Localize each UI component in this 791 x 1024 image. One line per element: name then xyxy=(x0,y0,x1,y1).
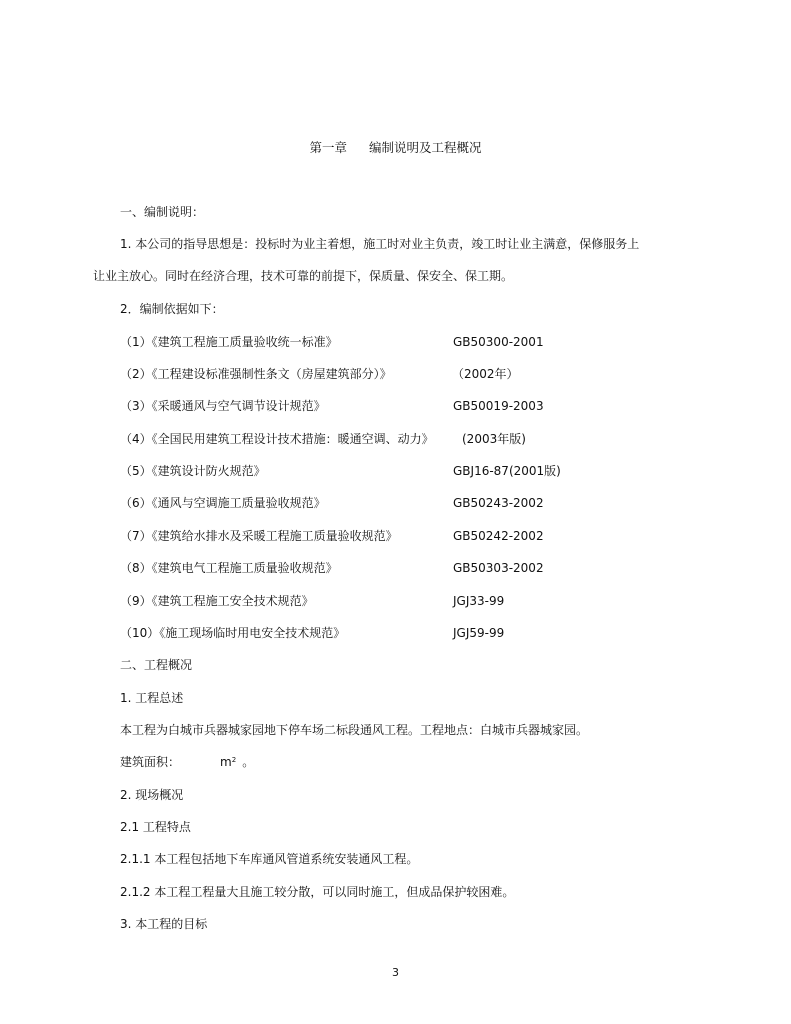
area-line xyxy=(120,754,254,770)
reference-title: （9）《建筑工程施工安全技术规范》 xyxy=(120,594,314,608)
area-label: 建筑面积： xyxy=(120,755,181,769)
feature-item: 2.1.2 本工程工程量大且施工较分散，可以同时施工，但成品保护较困难。 xyxy=(120,885,515,899)
reference-code: GB50242-2002 xyxy=(453,529,544,543)
reference-code: （2002年） xyxy=(452,367,519,381)
site-heading: 2. 现场概况 xyxy=(120,788,184,802)
para1-line2: 让业主放心。同时在经济合理，技术可靠的前提下，保质量、保安全、保工期。 xyxy=(93,269,514,283)
area-end: 。 xyxy=(242,755,255,769)
goal-heading: 3. 本工程的目标 xyxy=(120,917,208,931)
reference-code: GB50303-2002 xyxy=(453,561,544,575)
reference-title: （4）《全国民用建筑工程设计技术措施：暖通空调、动力》 xyxy=(120,432,434,446)
reference-code: GB50300-2001 xyxy=(453,335,544,349)
reference-title: （8）《建筑电气工程施工质量验收规范》 xyxy=(120,561,338,575)
overview-text: 本工程为白城市兵器城家园地下停车场二标段通风工程。工程地点：白城市兵器城家园。 xyxy=(120,723,589,737)
reference-code: (2003年版) xyxy=(462,432,526,446)
chapter-number: 第一章 xyxy=(309,140,347,155)
basis-heading: 2．编制依据如下： xyxy=(120,302,224,316)
reference-title: （3）《采暖通风与空气调节设计规范》 xyxy=(120,399,326,413)
feature-item: 2.1.1 本工程包括地下车库通风管道系统安装通风工程。 xyxy=(120,852,419,866)
page-number: 3 xyxy=(392,966,399,979)
section1-heading: 一、编制说明： xyxy=(120,205,205,219)
reference-title: （5）《建筑设计防火规范》 xyxy=(120,464,266,478)
features-heading: 2.1 工程特点 xyxy=(120,820,191,834)
reference-title: （1）《建筑工程施工质量验收统一标准》 xyxy=(120,335,338,349)
area-unit-superscript: 2 xyxy=(231,756,237,764)
chapter-title xyxy=(0,140,791,156)
area-unit: m xyxy=(220,755,232,769)
para1-line1: 1. 本公司的指导思想是：投标时为业主着想，施工时对业主负责，竣工时让业主满意，保修服务上 xyxy=(120,237,640,251)
reference-code: GB50243-2002 xyxy=(453,496,544,510)
chapter-subtitle: 编制说明及工程概况 xyxy=(369,140,482,155)
reference-code: JGJ33-99 xyxy=(453,594,505,608)
reference-title: （2）《工程建设标准强制性条文（房屋建筑部分）》 xyxy=(120,367,392,381)
reference-code: GB50019-2003 xyxy=(453,399,544,413)
reference-code: JGJ59-99 xyxy=(453,626,505,640)
reference-title: （6）《通风与空调施工质量验收规范》 xyxy=(120,496,326,510)
overview-heading: 1. 工程总述 xyxy=(120,691,184,705)
section2-heading: 二、工程概况 xyxy=(120,658,193,672)
reference-title: （10）《施工现场临时用电安全技术规范》 xyxy=(120,626,346,640)
reference-code: GBJ16-87(2001版) xyxy=(453,464,561,478)
reference-title: （7）《建筑给水排水及采暖工程施工质量验收规范》 xyxy=(120,529,398,543)
